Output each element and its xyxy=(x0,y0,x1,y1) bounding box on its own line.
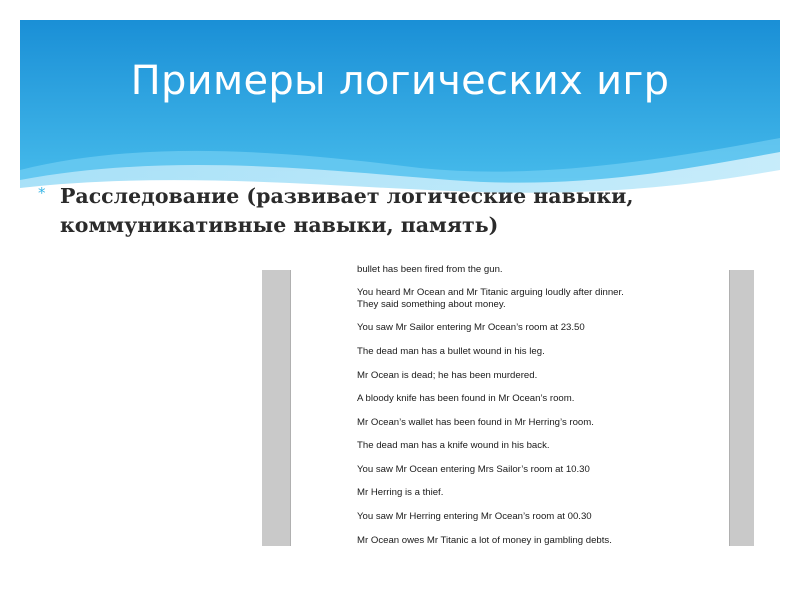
document-line: Mr Ocean owes Mr Titanic a lot of money in gambling debts. xyxy=(357,535,612,546)
bullet-item xyxy=(38,182,738,240)
bullet-text xyxy=(60,182,700,240)
document-page xyxy=(290,270,730,546)
document-line: A bloody knife has been found in Mr Ocean’s room. xyxy=(357,393,575,404)
document-line: You heard Mr Ocean and Mr Titanic arguing loudly after dinner. xyxy=(357,287,624,298)
document-line: Mr Ocean is dead; he has been murdered. xyxy=(357,370,538,381)
document-screenshot xyxy=(262,264,754,546)
document-line: The dead man has a bullet wound in his leg. xyxy=(357,346,545,357)
document-line: You saw Mr Herring entering Mr Ocean’s room at 00.30 xyxy=(357,511,592,522)
bullet-asterisk-icon: * xyxy=(38,184,46,202)
document-line: You saw Mr Sailor entering Mr Ocean’s room at 23.50 xyxy=(357,322,585,333)
slide-header-banner xyxy=(20,20,780,206)
document-line: bullet has been fired from the gun. xyxy=(357,264,503,275)
bullet-text-line-2: коммуникативные навыки, память) xyxy=(60,213,499,237)
document-line: Mr Ocean’s wallet has been found in Mr Herring’s room. xyxy=(357,417,594,428)
document-line: They said something about money. xyxy=(357,299,506,310)
bullet-text-line-1: Расследование (развивает логические навыки, xyxy=(60,184,634,208)
document-line: Mr Herring is a thief. xyxy=(357,487,444,498)
document-line: The dead man has a knife wound in his back. xyxy=(357,440,550,451)
document-line: You saw Mr Ocean entering Mrs Sailor’s room at 10.30 xyxy=(357,464,590,475)
slide-title: Примеры логических игр xyxy=(130,58,670,104)
header-wave-graphic xyxy=(20,20,780,206)
